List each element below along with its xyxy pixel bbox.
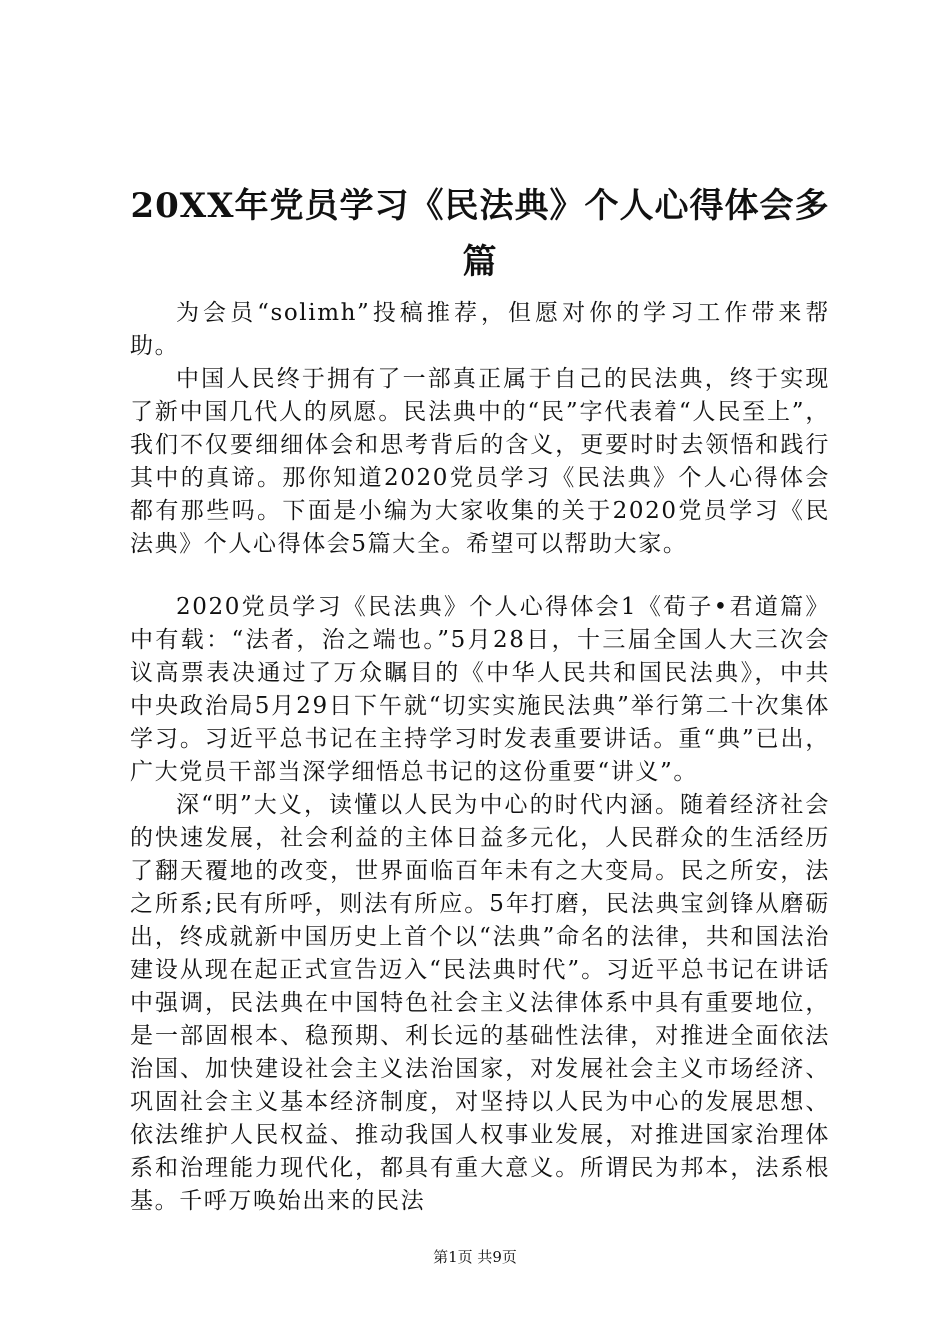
paragraph-essay-1-body: 深“明”大义，读懂以人民为中心的时代内涵。随着经济社会的快速发展，社会利益的主体日益多元化，人民群众的生活经历了翻天覆地的改变，世界面临百年未有之大变局。民之所安，法之所系;民有所呼，则法有所应。5年打磨，民法典宝剑锋从磨砺出，终成就新中国历史上首个以“法典”命名的法律，共和国法治建设从现在起正式宣告迈入“民法典时代”。习近平总书记在讲话中强调，民法典在中国特色社会主义法律体系中具有重要地位，是一部固根本、稳预期、利长远的基础性法律，对推进全面依法治国、加快建设社会主义法治国家，对发展社会主义市场经济、巩固社会主义基本经济制度，对坚持以人民为中心的发展思想、依法维护人民权益、推动我国人权事业发展，对推进国家治理体系和治理能力现代化，都具有重大意义。所谓民为邦本，法系根基。千呼万唤始出来的民法 (130, 792, 830, 1214)
document-body (130, 297, 830, 1218)
paragraph-preface: 中国人民终于拥有了一部真正属于自己的民法典，终于实现了新中国几代人的夙愿。民法典中的“民”字代表着“人民至上”，我们不仅要细细体会和思考背后的含义，更要时时去领悟和践行其中的真谛。那你知道2020党员学习《民法典》个人心得体会都有那些吗。下面是小编为大家收集的关于2020党员学习《民法典》个人心得体会5篇大全。希望可以帮助大家。 (130, 366, 830, 557)
document-title: 20XX年党员学习《民法典》个人心得体会多篇 (130, 186, 830, 282)
paragraph-intro-note: 为会员“solimh”投稿推荐，但愿对你的学习工作带来帮助。 (130, 300, 830, 359)
page-number-footer: 第1页 共9页 (433, 1248, 517, 1266)
paragraph-essay-1-opening: 2020党员学习《民法典》个人心得体会1《荀子•君道篇》中有载：“法者，治之端也。”5月28日，十三届全国人大三次会议高票表决通过了万众瞩目的《中华人民共和国民法典》，中共中央政治局5月29日下午就“切实实施民法典”举行第二十次集体学习。习近平总书记在主持学习时发表重要讲话。重“典”已出，广大党员干部当深学细悟总书记的这份重要“讲义”。 (130, 594, 830, 785)
